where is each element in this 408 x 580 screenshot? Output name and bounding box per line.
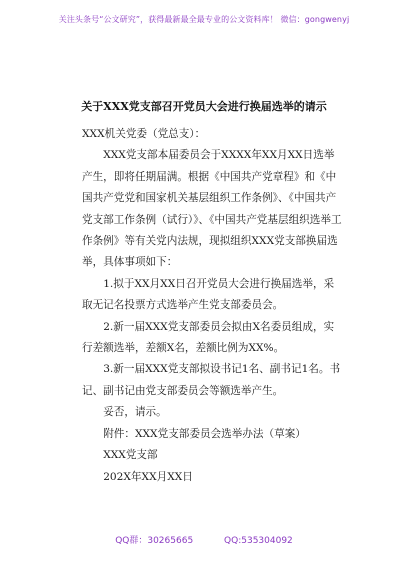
footer-contact	[0, 533, 408, 546]
closing: 妥否，请示。	[103, 406, 167, 419]
document-body	[82, 124, 344, 488]
signature: XXX党支部	[103, 449, 158, 462]
date: 202X年XX月XX日	[103, 470, 193, 483]
attachment: 附件：XXX党支部委员会选举办法（草案）	[103, 427, 306, 440]
item-2: 2.新一届XXX党支部委员会拟由X名委员组成，实行差额选举，差额X名，差额比例为XX%。	[82, 320, 335, 355]
item-3: 3.新一届XXX党支部拟设书记1名、副书记1名。书记、副书记由党支部委员会等额选举产生。	[82, 363, 341, 397]
qq-group: QQ群：30265665	[115, 536, 194, 546]
document-title: 关于XXX党支部召开党员大会进行换届选举的请示	[81, 100, 327, 113]
intro-paragraph: XXX党支部本届委员会于XXXX年XX月XX日选举产生，即将任期届满。根据《中国共产党章程》和《中国共产党党和国家机关基层组织工作条例》、《中国共产党支部工作条例（试行）》、《中国共产党基层组织选举工作条例》等有关党内法规，现拟组织XXX党支部换届选举，具体事项如下：	[82, 149, 342, 269]
qq-number: QQ:535304092	[224, 536, 293, 546]
item-1: 1.拟于XX月XX日召开党员大会进行换届选举，采取无记名投票方式选举产生党支部委员会。	[82, 277, 335, 312]
salutation: XXX机关党委（党总支）：	[82, 128, 206, 140]
header-note: 关注头条号“公文研究”，获得最新最全最专业的公文资料库！ 微信：gongwenyj	[58, 15, 350, 24]
